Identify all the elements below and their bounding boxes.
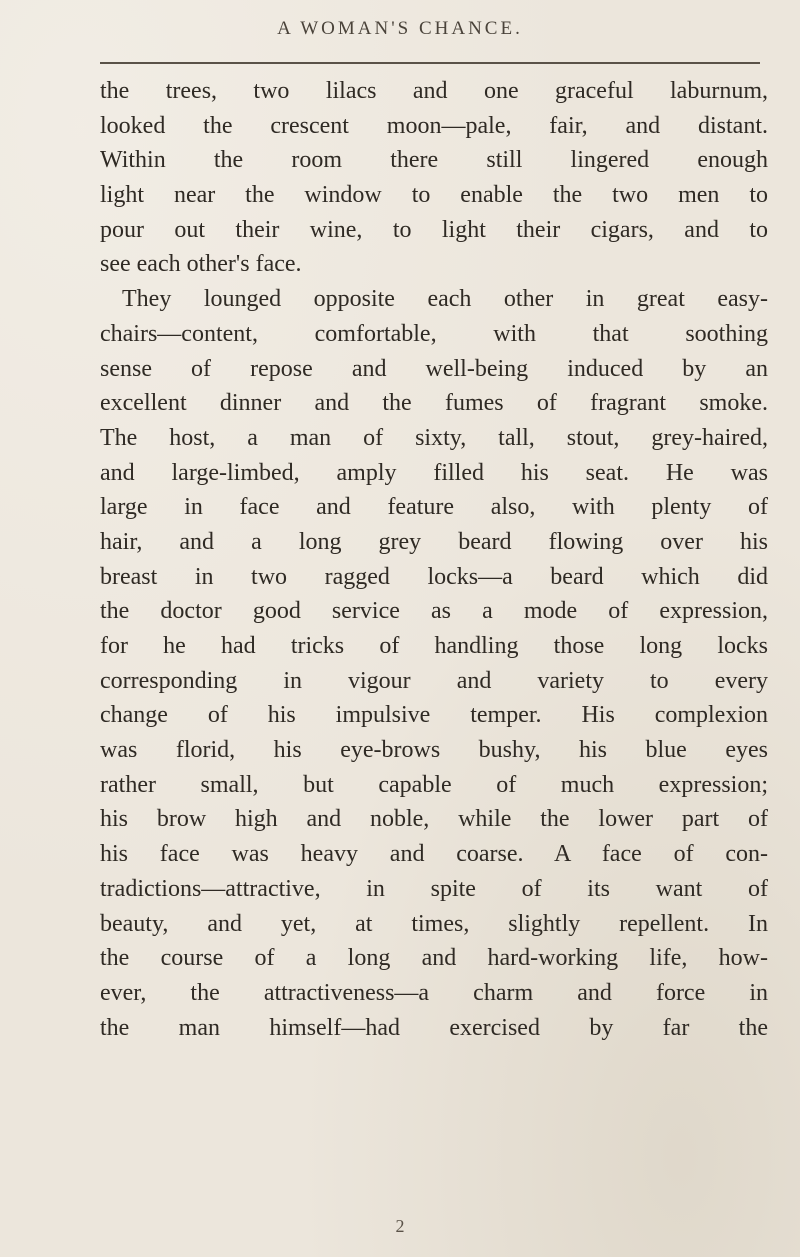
text-line: hair, and a long grey beard flowing over his <box>100 528 768 555</box>
text-line: and large-limbed, amply filled his seat. He was <box>100 459 768 486</box>
text-line: Within the room there still lingered enough <box>100 147 768 174</box>
text-line: corresponding in vigour and variety to every <box>100 667 768 694</box>
text-line: his face was heavy and coarse. A face of con- <box>100 841 768 868</box>
page-number: 2 <box>395 1216 405 1236</box>
text-line: tradictions—attractive, in spite of its want of <box>100 875 768 902</box>
text-line: breast in two ragged locks—a beard which did <box>100 563 768 590</box>
text-line: the doctor good service as a mode of expression, <box>100 598 768 625</box>
text-line: ever, the attractiveness—a charm and force in <box>100 979 768 1006</box>
text-line: The host, a man of sixty, tall, stout, grey-haired, <box>100 424 768 451</box>
text-line: for he had tricks of handling those long locks <box>100 633 768 659</box>
text-line: beauty, and yet, at times, slightly repellent. In <box>100 910 768 937</box>
text-line: the course of a long and hard-working life, how- <box>100 945 768 972</box>
text-line: change of his impulsive temper. His complexion <box>100 702 768 729</box>
text-line: rather small, but capable of much expression; <box>100 771 768 798</box>
text-line: light near the window to enable the two men to <box>100 182 768 209</box>
text-line: the man himself—had exercised by far the <box>100 1014 768 1041</box>
text-line: chairs—content, comfortable, with that soothing <box>100 320 768 347</box>
body-text <box>100 74 768 1045</box>
text-line: looked the crescent moon—pale, fair, and distant. <box>100 112 768 139</box>
text-line: sense of repose and well-being induced by an <box>100 355 768 382</box>
text-line: was florid, his eye-brows bushy, his blue eyes <box>100 737 768 764</box>
text-line: see each other's face. <box>100 251 302 278</box>
running-head: A WOMAN'S CHANCE. <box>277 18 523 39</box>
text-line: large in face and feature also, with plenty of <box>100 494 768 521</box>
text-line: excellent dinner and the fumes of fragrant smoke. <box>100 390 768 417</box>
text-line: They lounged opposite each other in great easy- <box>122 286 768 313</box>
text-line: the trees, two lilacs and one graceful laburnum, <box>100 78 768 104</box>
header-rule <box>100 62 760 64</box>
text-line: his brow high and noble, while the lower part of <box>100 806 768 833</box>
text-line: pour out their wine, to light their cigars, and to <box>100 216 768 243</box>
